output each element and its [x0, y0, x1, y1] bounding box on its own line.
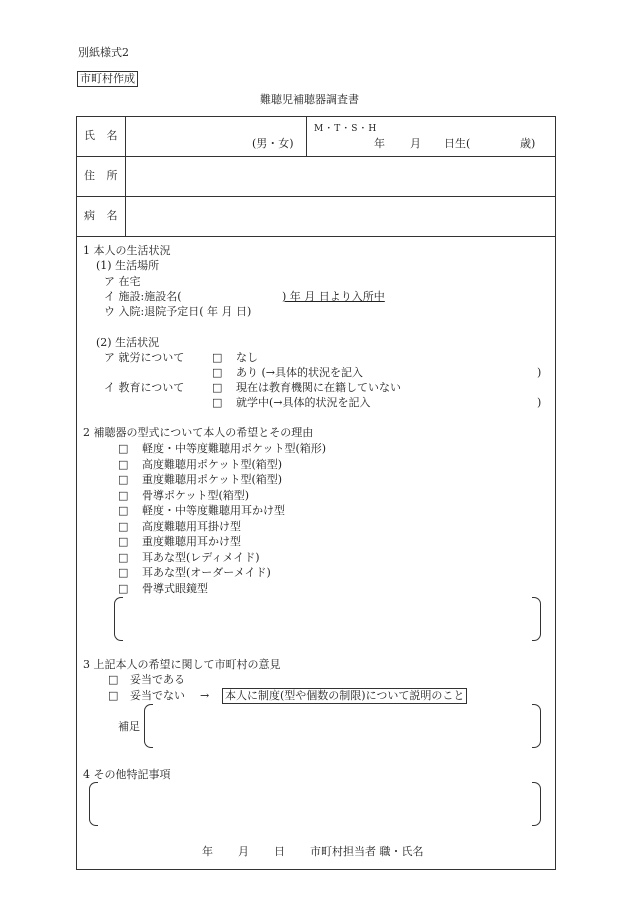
hearing-aid-option-label: 耳あな型(オーダーメイド) [142, 566, 271, 579]
supplement-field[interactable] [156, 707, 526, 743]
hearing-aid-option-label: 軽度・中等度難聴用ポケット型(箱形) [142, 442, 327, 455]
work-close-paren: ) [537, 366, 542, 379]
section4-heading: 4 その他特記事項 [83, 768, 171, 781]
hearing-aid-option-label: 耳あな型(レディメイド) [142, 550, 260, 564]
name-label: 氏 名 [84, 129, 118, 142]
supplement-bracket-left [144, 704, 153, 748]
supplement-label: 補足 [118, 720, 140, 733]
edu-not-enrolled-label: 現在は教育機関に在籍していない [236, 381, 401, 394]
hearing-aid-option-label: 軽度・中等度難聴用耳かけ型 [142, 504, 285, 517]
footer-year: 年 [202, 845, 213, 858]
hearing-aid-option-checkbox[interactable]: □ [118, 566, 129, 579]
option-home: ア 在宅 [104, 275, 141, 288]
birth-month: 月 [410, 137, 421, 150]
disease-label: 病 名 [84, 209, 118, 222]
issuer-tag: 市町村作成 [77, 71, 138, 87]
not-appropriate-label: 妥当でない [130, 689, 185, 702]
option-facility: イ 施設:施設名( [104, 290, 182, 303]
row-divider-3 [76, 236, 555, 237]
reason-bracket-left [114, 597, 123, 641]
hearing-aid-option-label: 骨導ポケット型(箱型) [142, 488, 250, 502]
hearing-aid-option-checkbox[interactable]: □ [118, 535, 129, 548]
hearing-aid-option-label: 高度難聴用ポケット型(箱型) [142, 457, 283, 471]
special-notes-field[interactable] [101, 785, 526, 821]
hearing-aid-option-label: 重度難聴用ポケット型(箱型) [142, 473, 283, 486]
edu-enrolled-label: 就学中(→具体的状況を記入 [236, 396, 371, 409]
work-none-checkbox[interactable]: □ [212, 351, 223, 364]
row-divider-2 [76, 196, 555, 197]
living-place-heading: (1) 生活場所 [96, 259, 160, 272]
hearing-aid-option-checkbox[interactable]: □ [118, 581, 129, 595]
section2-heading: 2 補聴器の型式について本人の希望とその理由 [83, 426, 314, 439]
hearing-aid-option-checkbox[interactable]: □ [118, 504, 129, 517]
address-field[interactable] [128, 160, 550, 192]
hearing-aid-option-checkbox[interactable]: □ [118, 473, 129, 486]
birth-year: 年 [374, 137, 385, 150]
appropriate-label: 妥当である [130, 673, 185, 686]
reason-field[interactable] [126, 600, 526, 636]
hearing-aid-option-checkbox[interactable]: □ [118, 519, 129, 533]
section1-heading: 1 本人の生活状況 [83, 244, 171, 257]
birth-day: 日生( [444, 137, 471, 150]
footer-day: 日 [274, 845, 285, 858]
edu-close-paren: ) [537, 396, 542, 409]
not-appropriate-checkbox[interactable]: □ [108, 689, 119, 702]
reason-bracket-right [532, 597, 541, 641]
hearing-aid-option-label: 骨導式眼鏡型 [142, 581, 208, 595]
work-yes-checkbox[interactable]: □ [212, 366, 223, 379]
form-title: 難聴児補聴器調査書 [260, 93, 359, 106]
edu-enrolled-checkbox[interactable]: □ [212, 396, 223, 409]
option-hospital: ウ 入院:退院予定日( 年 月 日) [104, 305, 252, 318]
birth-divider [306, 116, 307, 156]
hearing-aid-option-checkbox[interactable]: □ [118, 550, 129, 564]
hearing-aid-option-label: 高度難聴用耳掛け型 [142, 519, 241, 533]
facility-admission-date[interactable]: ) 年 月 日より入所中 [282, 290, 385, 303]
living-status-heading: (2) 生活状況 [96, 336, 160, 349]
education-label: イ 教育について [104, 381, 185, 394]
work-yes-label: あり (→具体的状況を記入 [236, 366, 364, 379]
row-divider-1 [76, 156, 555, 157]
explanation-note: 本人に制度(型や個数の制限)について説明のこと [222, 688, 467, 704]
notes-bracket-right [532, 782, 541, 826]
age-unit: 歳) [520, 137, 536, 150]
appropriate-checkbox[interactable]: □ [108, 673, 119, 686]
edu-not-enrolled-checkbox[interactable]: □ [212, 381, 223, 394]
hearing-aid-option-checkbox[interactable]: □ [118, 488, 129, 502]
section3-heading: 3 上記本人の希望に関して市町村の意見 [83, 658, 281, 671]
gender-choice[interactable]: (男・女) [252, 137, 294, 150]
officer-label: 市町村担当者 職・氏名 [310, 845, 424, 858]
work-label: ア 就労について [104, 351, 185, 364]
disease-field[interactable] [128, 200, 550, 232]
form-code: 別紙様式2 [78, 46, 129, 59]
work-none-label: なし [236, 351, 258, 364]
notes-bracket-left [89, 782, 98, 826]
address-label: 住 所 [84, 169, 118, 182]
hearing-aid-option-label: 重度難聴用耳かけ型 [142, 535, 241, 548]
hearing-aid-option-checkbox[interactable]: □ [118, 457, 129, 471]
label-column-divider [125, 116, 126, 236]
arrow-icon: → [200, 689, 210, 702]
supplement-bracket-right [532, 704, 541, 748]
era-choice[interactable]: M・T・S・H [314, 124, 378, 134]
footer-month: 月 [238, 845, 249, 858]
hearing-aid-option-checkbox[interactable]: □ [118, 442, 129, 455]
